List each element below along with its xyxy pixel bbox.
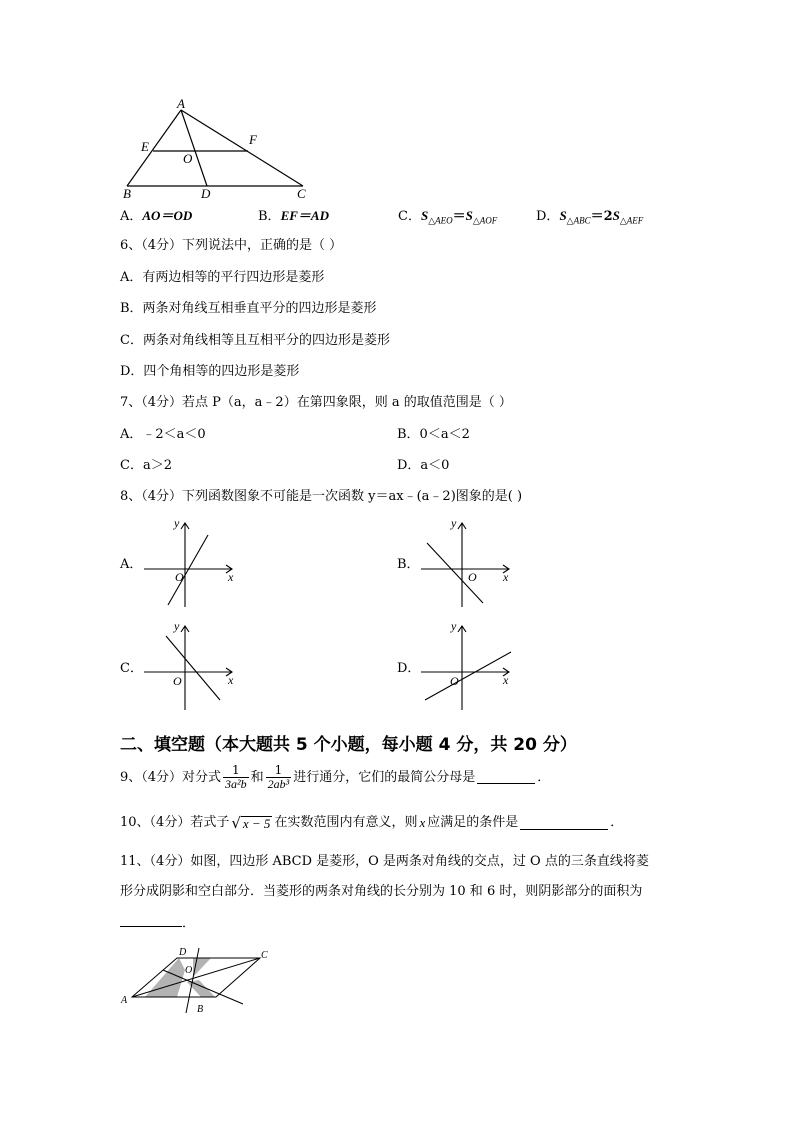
q9-mid: 和 [250,769,264,785]
q9-fraction-1 [223,764,249,791]
q7-option-a[interactable]: A．﹣2＜a＜0 [120,427,206,442]
q7-option-c[interactable]: C．a＞2 [120,458,172,473]
q11-line-2: 形分成阴影和空白部分．当菱形的两条对角线的长分别为 10 和 6 时，则阴影部分的面积为 [120,884,643,899]
q10-radicand: x − 5 [242,815,271,831]
q5-option-a-letter: A． [120,209,143,224]
sqrt-symbol: √ [231,814,241,832]
label-O: O [183,151,193,166]
q8b-x-label: x [503,570,509,584]
q8-option-b-letter[interactable]: B． [397,557,420,572]
q5-option-b-letter: B． [258,209,281,224]
q5-option-b-text: EF＝AD [280,208,329,223]
q8a-x-label: x [228,570,234,584]
label-F: F [249,132,257,147]
q10-answer-blank[interactable] [520,817,608,830]
triangle-figure [115,96,325,200]
q5-option-c-letter: C． [398,209,421,224]
rhombus-figure [115,940,280,1020]
q10 [120,815,623,831]
rhombus-label-O: O [185,965,193,976]
q9-f2-den: 2ab³ [267,777,290,791]
q8-graph-d[interactable] [417,618,517,714]
q8-graph-c[interactable] [140,618,240,714]
q5-option-c-s1: S [420,208,429,223]
rhombus-label-B: B [197,1004,204,1015]
label-B: B [123,186,131,200]
rhombus-label-A: A [121,995,128,1006]
q9-end: ． [537,769,551,785]
q11-end: ． [182,916,196,931]
q8a-origin: O [175,570,184,584]
q8-option-c-letter[interactable]: C． [120,661,143,676]
q5-option-d-s1: S [559,208,567,223]
q8-graph-b[interactable] [417,515,517,611]
q8-option-a-letter[interactable]: A． [120,557,143,572]
q8-stem: 8、（4分）下列函数图象不可能是一次函数 y＝ax﹣(a﹣2)图象的是( ) [120,489,523,504]
q5-option-d-letter: D． [536,209,560,224]
q8-graph-a[interactable] [140,515,240,611]
q5-option-d-eq: ＝2 [590,209,613,224]
q10-var: x [419,815,426,830]
q5-option-d-sub1: △ABC [566,215,591,226]
label-E: E [141,139,149,154]
q9-prefix: 9、（4分）对分式 [120,769,222,785]
q5-option-a[interactable] [120,208,192,225]
q10-mid: 在实数范围内有意义，则 [274,815,418,830]
q5-option-c-sub1: △AEO [428,215,453,226]
q11-answer-blank[interactable] [120,914,182,927]
q10-prefix: 10、（4分）若式子 [120,815,230,830]
q5-option-d-s2: S [612,208,620,223]
q8c-y-label: y [174,619,180,633]
q9-f1-den: 3a²b [225,777,247,791]
q5-option-c-s2: S [465,208,473,223]
q10-suffix: 应满足的条件是 [427,815,519,830]
label-D: D [201,186,211,200]
q5-option-d-sub2: △AEF [619,215,644,226]
rhombus-label-C: C [261,950,268,961]
q9-answer-blank[interactable] [477,771,535,784]
q8c-x-label: x [228,673,234,687]
q9-f1-num: 1 [223,764,249,778]
q6-stem: 6、（4分）下列说法中，正确的是（ ） [120,238,343,253]
section-2-heading: 二、填空题（本大题共 5 个小题，每小题 4 分，共 20 分） [120,735,577,755]
q5-option-b[interactable] [258,208,329,225]
q8a-y-label: y [174,516,180,530]
q5-option-c[interactable] [398,208,497,229]
q5-option-d[interactable] [536,208,643,229]
q6-option-d[interactable]: D．四个角相等的四边形是菱形 [120,364,300,379]
rhombus-label-D: D [179,947,187,958]
q5-option-a-text: AO＝OD [142,208,193,223]
q6-option-b[interactable]: B．两条对角线互相垂直平分的四边形是菱形 [120,301,377,316]
q10-end: ． [610,815,624,830]
q8b-origin: O [468,570,477,584]
label-A: A [177,96,185,111]
q8b-y-label: y [451,516,457,530]
label-C: C [297,186,306,200]
q9-fraction-2 [266,764,292,791]
q6-option-a[interactable]: A．有两边相等的平行四边形是菱形 [120,270,325,285]
q8c-origin: O [173,674,182,688]
q9-suffix: 进行通分，它们的最简公分母是 [293,769,476,785]
q8d-x-label: x [503,673,509,687]
q7-option-d[interactable]: D．a＜0 [397,458,450,473]
q9 [120,764,550,791]
q9-f2-num: 1 [266,764,292,778]
q6-option-c[interactable]: C．两条对角线相等且互相平分的四边形是菱形 [120,333,390,348]
q5-option-c-eq: ＝ [452,209,466,224]
q11-line-1: 11、（4分）如图，四边形 ABCD 是菱形，O 是两条对角线的交点，过 O 点的三条直线将菱 [120,854,649,869]
q5-option-c-sub2: △AOF [472,215,498,226]
q8d-y-label: y [451,619,457,633]
q7-option-b[interactable]: B．0＜a＜2 [397,427,470,442]
q8-option-d-letter[interactable]: D． [397,661,421,676]
q11-line-3 [120,914,195,932]
q8d-origin: O [450,674,459,688]
q7-stem: 7、（4分）若点 P（a，a﹣2）在第四象限，则 a 的取值范围是（ ） [120,395,512,410]
